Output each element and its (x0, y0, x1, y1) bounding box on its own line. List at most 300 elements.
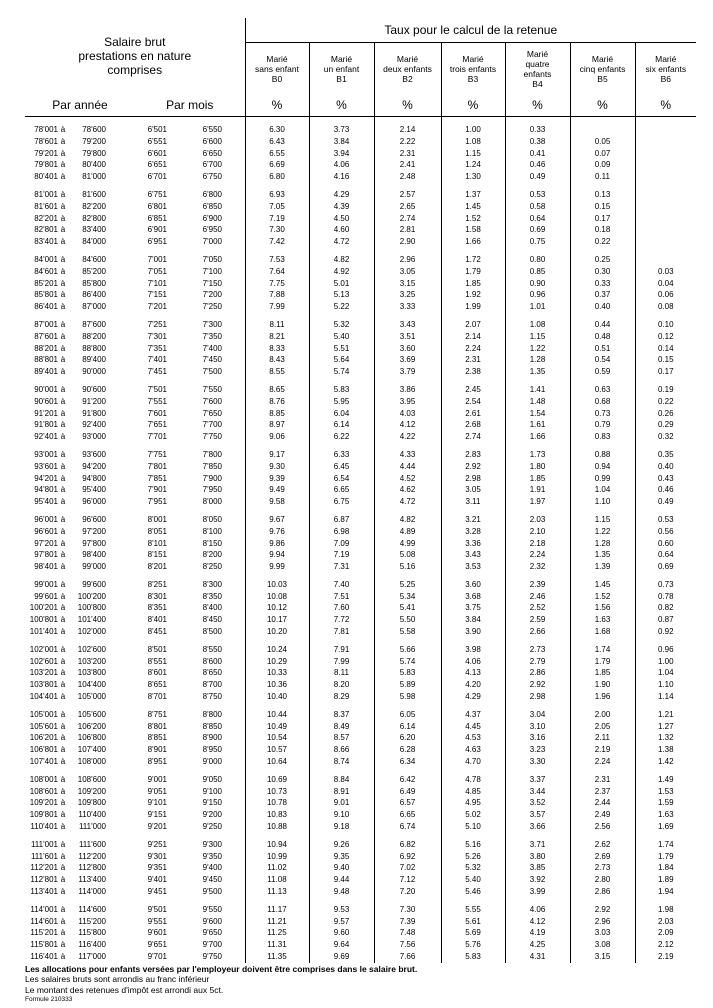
range-word: à (60, 786, 66, 796)
rate-value: 0.90 (529, 278, 546, 288)
range-word: à (60, 928, 66, 938)
rate-value: 0.51 (594, 343, 611, 353)
rate-value: 0.99 (594, 473, 611, 483)
monthly-to: 8'300 (202, 579, 222, 589)
rate-value: 2.49 (594, 810, 611, 820)
column-header-line1: Marié (526, 48, 549, 59)
monthly-range (135, 148, 245, 160)
rate-value: 0.33 (529, 125, 546, 134)
percent-unit: % (505, 94, 570, 117)
annual-to: 106'800 (77, 733, 106, 743)
monthly-range (135, 691, 245, 703)
rate-value: 1.35 (529, 367, 546, 377)
monthly-from: 8'501 (147, 644, 167, 654)
monthly-from: 9'001 (147, 774, 167, 784)
form-number: Formule 210333 (25, 995, 73, 1003)
rate-value: 1.28 (529, 355, 546, 365)
range-word: à (60, 266, 66, 276)
rate-value: 7.60 (333, 603, 350, 613)
range-word: à (60, 473, 66, 483)
rate-value: 3.80 (529, 851, 546, 861)
rate-value: 1.94 (657, 887, 674, 897)
monthly-to: 7'400 (202, 343, 222, 353)
rate-value: 2.68 (465, 420, 481, 430)
annual-range (25, 679, 135, 691)
rate-value: 1.00 (657, 656, 674, 666)
rate-value: 3.57 (529, 810, 546, 820)
rate-value: 7.91 (333, 644, 350, 654)
rate-value: 1.73 (529, 449, 546, 459)
rate-value: 0.43 (657, 473, 674, 483)
monthly-from: 6'651 (147, 160, 167, 170)
monthly-to: 8'600 (202, 656, 222, 666)
rate-value: 2.65 (399, 201, 416, 211)
monthly-from: 7'001 (147, 254, 167, 264)
rate-value: 2.92 (465, 461, 481, 471)
column-header-b2 (374, 43, 441, 95)
rate-value: 4.03 (399, 408, 416, 418)
monthly-range (135, 862, 245, 874)
annual-to: 89'400 (82, 355, 106, 365)
annual-to: 81'000 (82, 172, 106, 182)
monthly-range (135, 431, 245, 443)
range-word: à (60, 562, 66, 572)
column-header-code: B5 (597, 73, 608, 84)
rate-value: 0.35 (657, 449, 674, 459)
rate-value: 4.33 (399, 449, 416, 459)
monthly-from: 9'401 (147, 875, 167, 885)
annual-to: 90'600 (82, 384, 106, 394)
annual-to: 86'400 (82, 290, 106, 300)
annual-from: 93'001 (34, 449, 58, 459)
annual-range (25, 809, 135, 821)
rate-value: 7.20 (399, 887, 416, 897)
annual-to: 104'400 (77, 680, 106, 690)
annual-range (25, 266, 135, 278)
annual-range (25, 396, 135, 408)
rate-value: 2.90 (399, 237, 416, 247)
monthly-to: 7'450 (202, 355, 222, 365)
percent-unit: % (635, 94, 696, 117)
annual-from: 90'001 (34, 384, 58, 394)
rate-value: 5.55 (465, 904, 481, 914)
rate-value: 1.54 (529, 408, 546, 418)
column-header-line2: sans enfant (255, 63, 299, 74)
column-header-code: B3 (467, 73, 479, 84)
annual-range (25, 171, 135, 183)
rate-value: 0.38 (529, 136, 546, 146)
rate-value: 3.92 (529, 875, 546, 885)
rate-value: 0.30 (594, 266, 611, 276)
annual-from: 96'601 (34, 526, 58, 536)
annual-from: 103'201 (29, 668, 58, 678)
annual-range (25, 904, 135, 916)
rate-value: 0.79 (594, 420, 611, 430)
column-header-line2: six enfants (645, 63, 687, 74)
monthly-to: 6'900 (202, 213, 222, 223)
annual-from: 114'001 (30, 904, 58, 914)
rate-value: 1.58 (465, 225, 481, 235)
rate-value: 4.45 (465, 721, 481, 731)
monthly-from: 7'501 (147, 384, 167, 394)
rate-value: 0.11 (595, 172, 610, 182)
range-word: à (60, 420, 66, 430)
monthly-from: 8'451 (147, 627, 167, 637)
rate-value: 9.99 (269, 562, 285, 572)
monthly-to: 9'500 (202, 887, 222, 897)
rate-value: 3.79 (399, 367, 416, 377)
annual-from: 97'801 (34, 550, 58, 560)
rate-value: 7.05 (269, 201, 285, 211)
rate-column-b6 (635, 117, 696, 963)
annual-to: 84'000 (82, 237, 106, 247)
annual-to: 93'600 (82, 449, 106, 459)
annual-range (25, 289, 135, 301)
rate-value: 0.96 (657, 644, 674, 654)
monthly-range (135, 679, 245, 691)
monthly-to: 8'000 (202, 497, 222, 507)
annual-to: 102'600 (77, 644, 106, 654)
rate-value (571, 124, 635, 136)
rate-value: 4.31 (529, 952, 546, 961)
annual-from: 104'401 (29, 692, 58, 702)
monthly-to: 9'000 (202, 757, 222, 767)
rate-value: 1.96 (594, 692, 611, 702)
rate-value: 2.39 (529, 579, 546, 589)
column-header-b5 (570, 43, 635, 95)
monthly-to: 9'350 (202, 851, 222, 861)
rate-value: 1.99 (465, 302, 481, 312)
annual-from: 78'001 (34, 125, 58, 134)
annual-to: 100'200 (77, 591, 106, 601)
rate-value: 2.14 (465, 331, 481, 341)
annual-from: 103'801 (29, 680, 58, 690)
rate-value: 5.26 (465, 851, 481, 861)
rate-value: 3.73 (333, 125, 350, 134)
monthly-range (135, 756, 245, 768)
rate-value: 4.29 (465, 692, 481, 702)
monthly-to: 8'450 (202, 615, 222, 625)
rate-value: 0.46 (657, 485, 674, 495)
rate-value: 7.53 (269, 254, 285, 264)
rate-value: 2.12 (657, 940, 674, 950)
annual-to: 92'400 (82, 420, 106, 430)
range-word: à (60, 367, 66, 377)
rate-value: 4.72 (399, 497, 416, 507)
rate-value: 3.71 (529, 839, 546, 849)
annual-from: 105'001 (29, 709, 58, 719)
rate-value: 2.74 (399, 213, 416, 223)
rate-value: 1.21 (657, 709, 674, 719)
rate-value: 7.30 (399, 904, 416, 914)
column-header-code: B2 (402, 73, 413, 84)
monthly-to: 7'350 (202, 331, 222, 341)
monthly-range (135, 626, 245, 638)
rate-value: 2.69 (594, 851, 611, 861)
rate-value: 4.85 (465, 786, 481, 796)
monthly-range (135, 213, 245, 225)
monthly-to: 7'100 (202, 266, 222, 276)
rate-value: 2.96 (399, 254, 416, 264)
monthly-range (135, 484, 245, 496)
rate-value: 6.87 (333, 514, 350, 524)
rate-value: 6.54 (333, 473, 350, 483)
monthly-to: 7'650 (202, 408, 222, 418)
rate-value: 0.75 (529, 237, 546, 247)
annual-to: 91'200 (82, 396, 106, 406)
rate-value: 6.92 (399, 851, 416, 861)
monthly-range (135, 396, 245, 408)
rate-value: 10.49 (266, 721, 288, 731)
rate-value: 3.44 (529, 786, 546, 796)
range-word: à (60, 627, 66, 637)
rate-value: 1.53 (657, 786, 674, 796)
rate-value: 5.50 (399, 615, 416, 625)
monthly-range (135, 797, 245, 809)
rate-value: 5.46 (465, 887, 481, 897)
annual-range (25, 201, 135, 213)
rate-value: 10.03 (266, 579, 288, 589)
annual-to: 111'600 (78, 839, 106, 849)
annual-range (25, 591, 135, 603)
rate-value: 5.25 (399, 579, 416, 589)
annual-from: 101'401 (29, 627, 58, 637)
monthly-from: 9'251 (147, 839, 167, 849)
rate-value: 1.79 (657, 851, 674, 861)
monthly-to: 7'950 (202, 485, 222, 495)
rate-value: 0.44 (594, 319, 611, 329)
rate-value: 5.64 (333, 355, 350, 365)
rate-value: 0.25 (594, 254, 611, 264)
rate-value: 9.76 (269, 526, 285, 536)
annual-range (25, 213, 135, 225)
rate-value: 4.19 (529, 928, 546, 938)
column-header-b6 (635, 43, 696, 95)
annual-to: 109'800 (77, 798, 106, 808)
rate-value: 3.60 (399, 343, 416, 353)
rate-value: 4.92 (333, 266, 350, 276)
rate-value: 0.85 (529, 266, 546, 276)
monthly-to: 7'600 (202, 396, 222, 406)
range-word: à (60, 745, 66, 755)
column-header-line1: Marié (396, 53, 419, 64)
monthly-from: 6'501 (147, 125, 167, 134)
rate-value: 3.30 (529, 757, 546, 767)
monthly-to: 9'300 (202, 839, 222, 849)
monthly-from: 7'351 (147, 343, 167, 353)
rate-value: 9.57 (333, 916, 350, 926)
monthly-range (135, 354, 245, 366)
monthly-from: 9'501 (147, 904, 167, 914)
annual-range (25, 278, 135, 290)
monthly-from: 9'551 (147, 916, 167, 926)
annual-range (25, 124, 135, 136)
rate-value: 4.44 (399, 461, 416, 471)
rate-value: 8.21 (269, 331, 285, 341)
annual-to: 113'400 (78, 875, 106, 885)
monthly-from: 7'051 (147, 266, 167, 276)
rate-value: 6.80 (269, 172, 285, 182)
rate-value (636, 236, 697, 248)
rate-value: 3.99 (529, 887, 546, 897)
annual-from: 94'201 (34, 473, 58, 483)
rate-value: 0.59 (594, 367, 611, 377)
annual-to: 116'400 (78, 940, 106, 950)
monthly-range (135, 839, 245, 851)
rate-value: 11.35 (267, 952, 287, 961)
rate-value: 10.78 (266, 798, 288, 808)
annual-to: 96'000 (82, 497, 106, 507)
monthly-from: 6'951 (147, 237, 167, 247)
annual-from: 100'201 (29, 603, 58, 613)
rate-value: 4.12 (399, 420, 416, 430)
rate-value: 4.37 (465, 709, 481, 719)
monthly-to: 7'750 (202, 432, 222, 442)
rate-value: 8.43 (269, 355, 285, 365)
rate-value: 4.29 (333, 189, 350, 199)
rate-value (636, 254, 697, 266)
monthly-range (135, 951, 245, 963)
rate-value: 0.48 (594, 331, 611, 341)
rate-value: 0.78 (657, 591, 674, 601)
rate-value: 6.75 (333, 497, 350, 507)
annual-to: 94'200 (82, 461, 106, 471)
monthly-to: 8'100 (202, 526, 222, 536)
rate-value: 11.21 (267, 916, 287, 926)
monthly-to: 9'700 (202, 940, 222, 950)
rate-value: 2.62 (594, 839, 611, 849)
monthly-range (135, 644, 245, 656)
rate-value: 4.63 (465, 745, 481, 755)
monthly-from: 8'851 (147, 733, 167, 743)
monthly-range (135, 602, 245, 614)
rate-value: 10.44 (266, 709, 288, 719)
monthly-to: 6'850 (202, 201, 222, 211)
annual-range (25, 874, 135, 886)
annual-range (25, 159, 135, 171)
monthly-range (135, 656, 245, 668)
rate-value: 1.39 (594, 562, 611, 572)
rate-value: 2.38 (465, 367, 481, 377)
rate-value: 0.12 (657, 331, 674, 341)
rate-value: 1.01 (529, 302, 546, 312)
rate-value: 0.22 (657, 396, 674, 406)
rate-value: 3.52 (529, 798, 546, 808)
annual-from: 115'801 (30, 940, 58, 950)
monthly-range (135, 124, 245, 136)
monthly-from: 6'601 (147, 148, 167, 158)
range-word: à (60, 887, 66, 897)
rate-value: 11.02 (267, 863, 287, 873)
rate-value: 1.08 (465, 136, 481, 146)
rate-value: 2.73 (529, 644, 546, 654)
rate-value: 1.00 (465, 125, 481, 134)
annual-from: 106'801 (29, 745, 58, 755)
rate-value: 0.29 (657, 420, 674, 430)
annual-to: 99'600 (82, 579, 106, 589)
rate-value: 2.03 (657, 916, 674, 926)
monthly-to: 7'150 (202, 278, 222, 288)
monthly-from: 7'851 (147, 473, 167, 483)
monthly-from: 8'701 (147, 692, 167, 702)
monthly-range (135, 331, 245, 343)
rate-column-b3 (441, 117, 505, 963)
rate-value: 8.85 (269, 408, 285, 418)
monthly-to: 8'050 (202, 514, 222, 524)
rate-value: 2.03 (529, 514, 546, 524)
annual-from: 80'401 (34, 172, 58, 182)
annual-from: 97'201 (34, 538, 58, 548)
column-header-line2: deux enfants (383, 63, 432, 74)
annual-range (25, 839, 135, 851)
rate-value: 3.98 (465, 644, 481, 654)
monthly-from: 9'101 (147, 798, 167, 808)
rate-value: 0.96 (529, 290, 546, 300)
rate-value: 1.41 (529, 384, 546, 394)
annual-to: 82'800 (82, 213, 106, 223)
rate-value: 0.10 (657, 319, 674, 329)
rate-value: 2.54 (465, 396, 481, 406)
rate-value: 8.76 (269, 396, 285, 406)
rate-value: 7.99 (269, 302, 285, 312)
monthly-from: 7'751 (147, 449, 167, 459)
rate-value: 5.74 (399, 656, 416, 666)
monthly-range (135, 744, 245, 756)
rate-value: 5.83 (333, 384, 350, 394)
rate-value: 0.09 (594, 160, 611, 170)
monthly-to: 8'900 (202, 733, 222, 743)
rate-value: 0.83 (594, 432, 611, 442)
monthly-range (135, 473, 245, 485)
annual-from: 102'601 (29, 656, 58, 666)
rate-value: 11.31 (267, 940, 287, 950)
rate-value: 5.02 (465, 810, 481, 820)
monthly-to: 6'750 (202, 172, 222, 182)
rate-value: 6.34 (399, 757, 416, 767)
rate-value: 9.44 (333, 875, 350, 885)
rate-value: 6.05 (399, 709, 416, 719)
monthly-to: 7'250 (202, 302, 222, 312)
rate-value: 4.16 (333, 172, 350, 182)
monthly-from: 7'251 (147, 319, 167, 329)
rate-value: 1.27 (657, 721, 674, 731)
annual-range (25, 461, 135, 473)
annual-to: 105'600 (77, 709, 106, 719)
rate-value: 8.97 (269, 420, 285, 430)
rate-value: 3.90 (465, 627, 481, 637)
range-word: à (60, 579, 66, 589)
rate-value: 0.41 (529, 148, 546, 158)
rate-value: 1.89 (657, 875, 674, 885)
annual-from: 87'601 (34, 331, 58, 341)
annual-to: 103'200 (77, 656, 106, 666)
rate-value: 0.40 (657, 461, 674, 471)
rate-value: 7.56 (399, 940, 416, 950)
rate-value: 2.46 (529, 591, 546, 601)
annual-range (25, 189, 135, 201)
column-header-line1: Marié (591, 53, 614, 64)
rate-value: 0.40 (594, 302, 611, 312)
annual-range (25, 549, 135, 561)
rate-value: 0.07 (594, 148, 611, 158)
monthly-range (135, 886, 245, 898)
rate-value: 5.61 (465, 916, 481, 926)
rate-value: 9.64 (333, 940, 350, 950)
annual-from: 102'001 (29, 644, 58, 654)
range-word: à (60, 302, 66, 312)
rate-value: 8.11 (269, 319, 285, 329)
rate-value: 5.95 (333, 396, 350, 406)
